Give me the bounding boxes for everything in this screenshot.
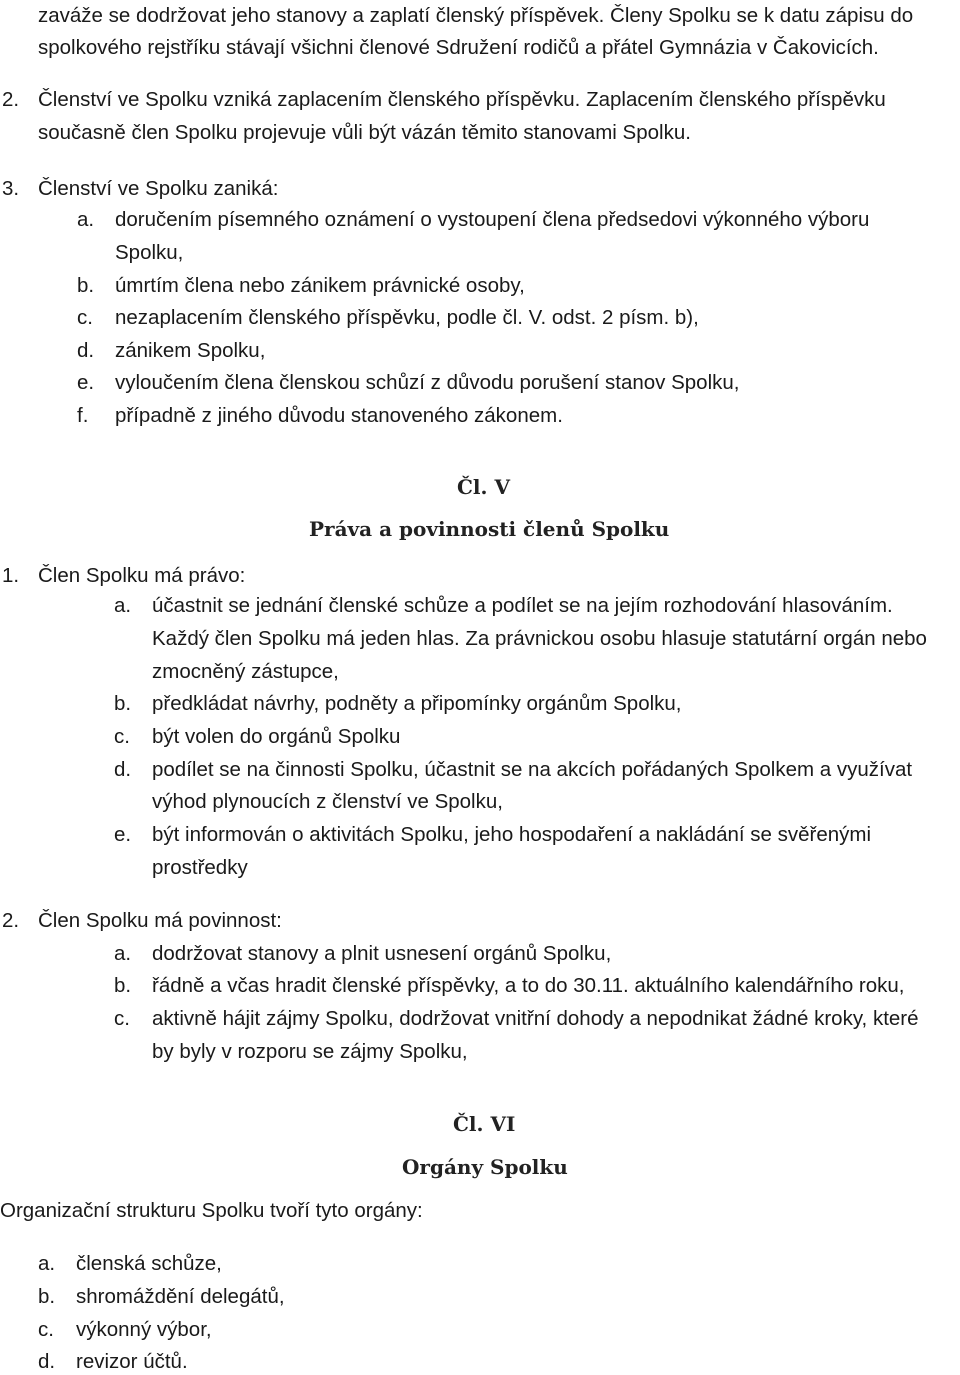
- s2-item-a-letter: a.: [114, 942, 132, 965]
- p3-item-d-letter: d.: [77, 339, 95, 362]
- art6-item-b-letter: b.: [38, 1285, 56, 1308]
- s2-item-c-line-1: aktivně hájit zájmy Spolku, dodržovat vnitřní dohody a nepodnikat žádné kroky, které: [152, 1007, 919, 1030]
- s1-item-b-letter: b.: [114, 692, 132, 715]
- art6-item-a-letter: a.: [38, 1252, 56, 1275]
- art6-item-d-letter: d.: [38, 1350, 56, 1373]
- p3-item-b-text: úmrtím člena nebo zánikem právnické osoby,: [115, 274, 525, 297]
- s1-item-e-letter: e.: [114, 823, 132, 846]
- article-5-title: Práva a povinnosti členů Spolku: [309, 517, 670, 541]
- intro-line-2: spolkového rejstříku stávají všichni členové Sdružení rodičů a přátel Gymnázia v Čakovicích.: [38, 36, 879, 59]
- p3-item-c-letter: c.: [77, 306, 93, 329]
- p3-text: Členství ve Spolku zaniká:: [38, 177, 279, 200]
- s2-number: 2.: [2, 909, 20, 932]
- p3-item-d-text: zánikem Spolku,: [115, 339, 266, 362]
- s2-text: Člen Spolku má povinnost:: [38, 909, 282, 932]
- s2-item-c-letter: c.: [114, 1007, 130, 1030]
- s1-item-d-line-2: výhod plynoucích z členství ve Spolku,: [152, 790, 503, 813]
- p3-item-e-letter: e.: [77, 371, 95, 394]
- p3-number: 3.: [2, 177, 20, 200]
- s1-text: Člen Spolku má právo:: [38, 564, 246, 587]
- s1-item-a-letter: a.: [114, 594, 132, 617]
- p3-item-e-text: vyloučením člena členskou schůzí z důvodu porušení stanov Spolku,: [115, 371, 740, 394]
- s1-item-a-line-3: zmocněný zástupce,: [152, 660, 339, 683]
- s1-item-d-line-1: podílet se na činnosti Spolku, účastnit se na akcích pořádaných Spolkem a využívat: [152, 758, 913, 781]
- p2-line-1: Členství ve Spolku vzniká zaplacením členského příspěvku. Zaplacením členského příspěvku: [38, 88, 886, 111]
- p3-item-a-letter: a.: [77, 208, 95, 231]
- art6-item-c-text: výkonný výbor,: [76, 1318, 212, 1341]
- s1-number: 1.: [2, 564, 20, 587]
- s2-item-c-line-2: by byly v rozporu se zájmy Spolku,: [152, 1040, 468, 1063]
- art6-item-d-text: revizor účtů.: [76, 1350, 188, 1373]
- s1-item-a-line-2: Každý člen Spolku má jeden hlas. Za právnickou osobu hlasuje statutární orgán nebo: [152, 627, 927, 650]
- art6-item-c-letter: c.: [38, 1318, 54, 1341]
- p3-item-c-text: nezaplacením členského příspěvku, podle čl. V. odst. 2 písm. b),: [115, 306, 699, 329]
- art6-item-b-text: shromáždění delegátů,: [76, 1285, 285, 1308]
- s1-item-e-line-2: prostředky: [152, 856, 248, 879]
- article-5-heading: Čl. V: [457, 475, 510, 499]
- s1-item-d-letter: d.: [114, 758, 132, 781]
- s2-item-a-text: dodržovat stanovy a plnit usnesení orgánů Spolku,: [152, 942, 612, 965]
- s1-item-c-text: být volen do orgánů Spolku: [152, 725, 401, 748]
- p3-item-a-line-2: Spolku,: [115, 241, 184, 264]
- art6-item-a-text: členská schůze,: [76, 1252, 222, 1275]
- p3-item-f-letter: f.: [77, 404, 89, 427]
- p3-item-b-letter: b.: [77, 274, 95, 297]
- p3-item-f-text: případně z jiného důvodu stanoveného zákonem.: [115, 404, 563, 427]
- intro-line-1: zaváže se dodržovat jeho stanovy a zaplatí členský příspěvek. Členy Spolku se k datu zápisu do: [38, 4, 914, 27]
- article-6-heading: Čl. VI: [453, 1112, 516, 1136]
- s2-item-b-text: řádně a včas hradit členské příspěvky, a to do 30.11. aktuálního kalendářního roku,: [152, 974, 905, 997]
- p2-line-2: současně člen Spolku projevuje vůli být vázán těmito stanovami Spolku.: [38, 121, 691, 144]
- s1-item-c-letter: c.: [114, 725, 130, 748]
- p2-number: 2.: [2, 88, 20, 111]
- s1-item-e-line-1: být informován o aktivitách Spolku, jeho hospodaření a nakládání se svěřenými: [152, 823, 872, 846]
- s1-item-b-text: předkládat návrhy, podněty a připomínky orgánům Spolku,: [152, 692, 682, 715]
- p3-item-a-line-1: doručením písemného oznámení o vystoupení člena předsedovi výkonného výboru: [115, 208, 870, 231]
- article-6-title: Orgány Spolku: [402, 1155, 568, 1179]
- s1-item-a-line-1: účastnit se jednání členské schůze a podílet se na jejím rozhodování hlasováním.: [152, 594, 893, 617]
- art6-intro: Organizační strukturu Spolku tvoří tyto orgány:: [0, 1199, 423, 1222]
- s2-item-b-letter: b.: [114, 974, 132, 997]
